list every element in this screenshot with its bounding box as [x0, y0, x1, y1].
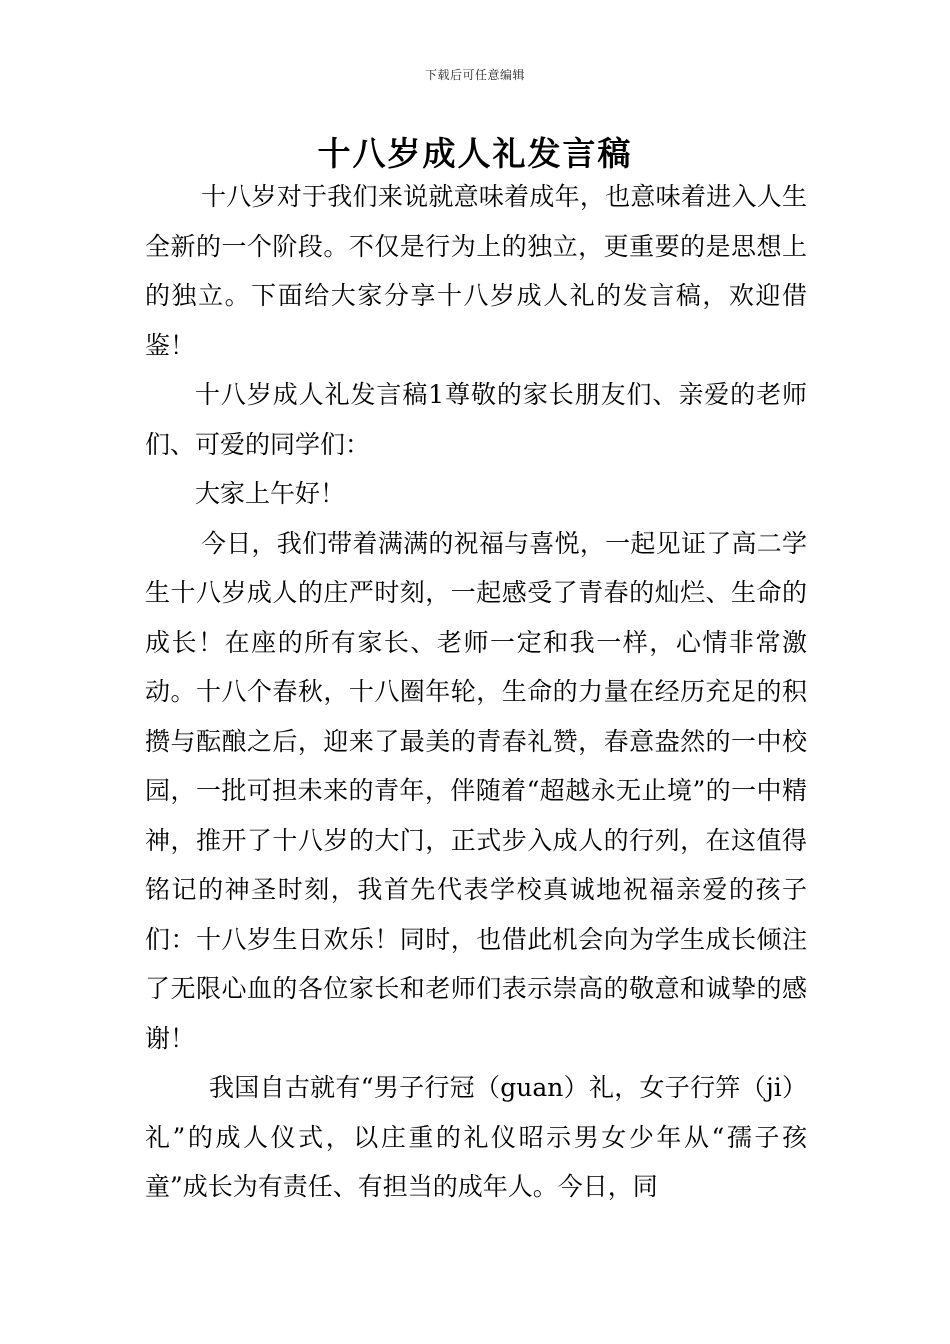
document-body — [145, 172, 807, 1212]
intro-paragraph: 十八岁对于我们来说就意味着成年，也意味着进入人生全新的一个阶段。不仅是行为上的独立，更重要的是思想上的独立。下面给大家分享十八岁成人礼的发言稿，欢迎借鉴！ — [145, 182, 807, 360]
speech-heading-paragraph: 十八岁成人礼发言稿1尊敬的家长朋友们、亲爱的老师们、可爱的同学们： — [145, 380, 807, 459]
header-note: 下载后可任意编辑 — [424, 68, 525, 82]
body-paragraph: 今日，我们带着满满的祝福与喜悦，一起见证了高二学生十八岁成人的庄严时刻，一起感受了青春的灿烂、生命的成长！在座的所有家长、老师一定和我一样，心情非常激动。十八个春秋，十八圈年轮，生命的力量在经历充足的积攒与酝酿之后，迎来了最美的青春礼赞，春意盎然的一中校园，一批可担未来的青年，伴随着“超越永无止境”的一中精神，推开了十八岁的大门，正式步入成人的行列，在这值得铭记的神圣时刻，我首先代表学校真诚地祝福亲爱的孩子们：十八岁生日欢乐！同时，也借此机会向为学生成长倾注了无限心血的各位家长和老师们表示崇高的敬意和诚挚的感谢！ — [145, 528, 807, 1053]
document-title: 十八岁成人礼发言稿 — [317, 134, 633, 173]
tradition-paragraph: 我国自古就有“男子行冠（guan）礼，女子行笄（ji）礼”的成人仪式，以庄重的礼仪昭示男女少年从“孺子孩童”成长为有责任、有担当的成年人。今日，同 — [145, 1073, 807, 1201]
greeting-paragraph: 大家上午好！ — [195, 479, 346, 508]
